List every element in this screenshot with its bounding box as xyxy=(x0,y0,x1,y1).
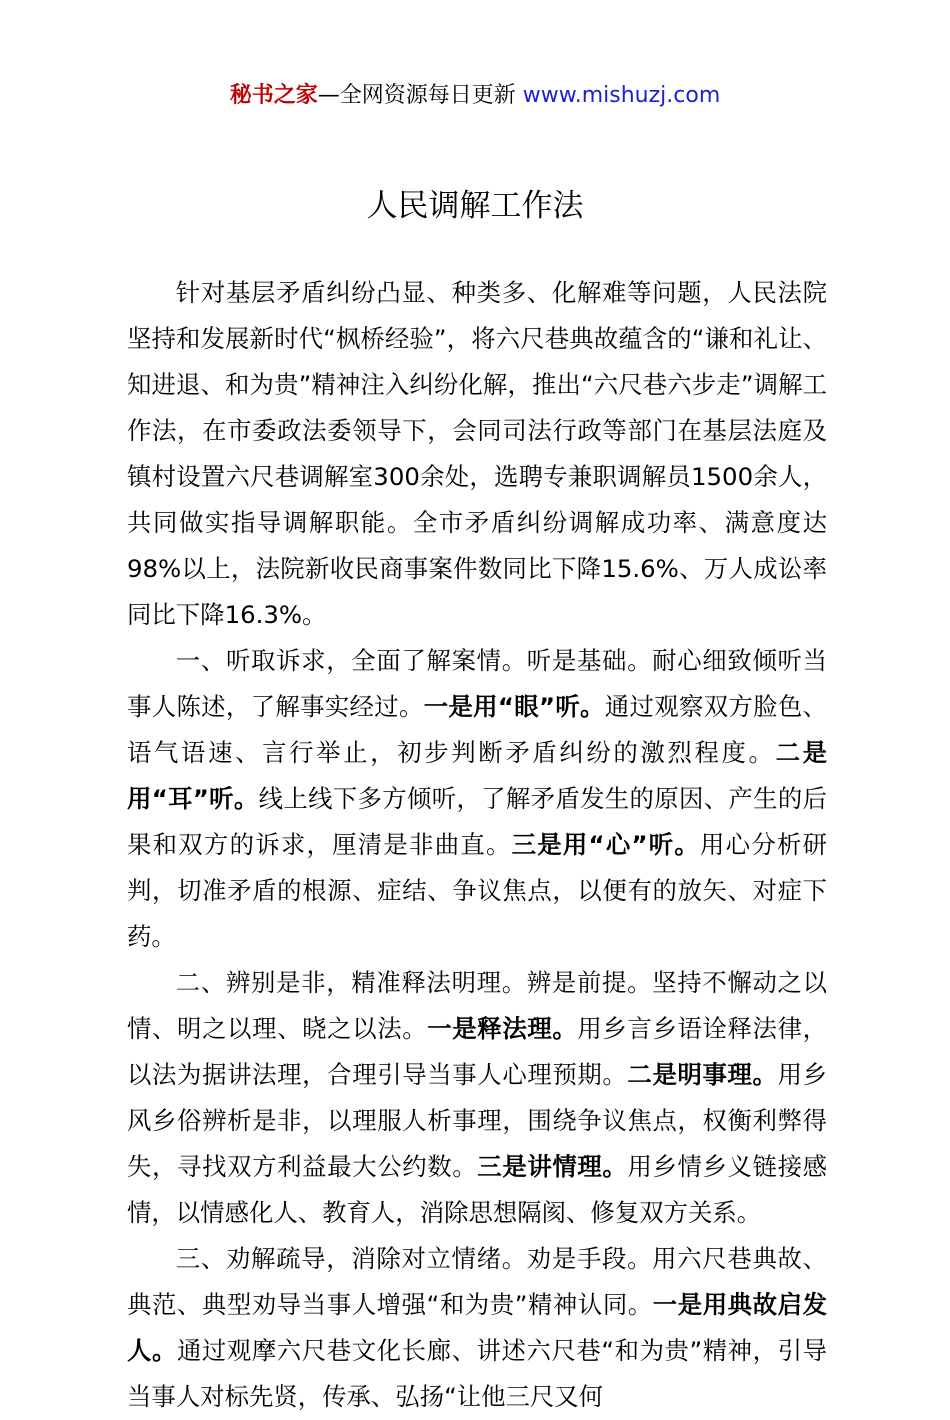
section-2-point-1-heading: 一是释法理。 xyxy=(427,1014,578,1043)
site-header xyxy=(0,80,950,112)
intro-paragraph: 针对基层矛盾纠纷凸显、种类多、化解难等问题，人民法院坚持和发展新时代“枫桥经验”，将六尺巷典故蕴含的“谦和礼让、知进退、和为贵”精神注入纠纷化解，推出“六尺巷六步走”调解工作法，在市委政法委领导下，会同司法行政等部门在基层法庭及镇村设置六尺巷调解室300余处，选聘专兼职调解员1500余人，共同做实指导调解职能。全市矛盾纠纷调解成功率、满意度达98%以上，法院新收民商事案件数同比下降15.6%、万人成讼率同比下降16.3%。 xyxy=(127,278,827,629)
section-1-point-3-text: 用心分析研判，切准矛盾的根源、症结、争议焦点，以便有的放矢、对症下药。 xyxy=(127,830,827,951)
section-paragraph-2 xyxy=(127,960,827,1236)
section-1-lead: 一、听取诉求，全面了解案情。听是基础。耐心细致倾听当事人陈述，了解事实经过。 xyxy=(127,646,827,721)
document-body xyxy=(127,270,827,1420)
section-2-point-3-text: 用乡情乡义链接感情，以情感化人、教育人，消除思想隔阂、修复双方关系。 xyxy=(127,1152,827,1227)
section-1-point-1-text: 通过观察双方脸色、语气语速、言行举止，初步判断矛盾纠纷的激烈程度。 xyxy=(127,692,827,767)
section-1-point-1-heading: 一是用“眼”听。 xyxy=(423,692,605,721)
section-2-point-2-heading: 二是明事理。 xyxy=(627,1060,778,1089)
section-2-point-1-text: 用乡言乡语诠释法律，以法为据讲法理，合理引导当事人心理预期。 xyxy=(127,1014,827,1089)
section-paragraph-1 xyxy=(127,638,827,960)
section-1-point-2-heading: 二是用“耳”听。 xyxy=(127,738,827,813)
section-3-point-1-heading: 一是用典故启发人。 xyxy=(127,1290,827,1365)
site-brand: 秘书之家 xyxy=(229,83,318,108)
section-2-point-2-text: 用乡风乡俗辨析是非，以理服人析事理，围绕争议焦点，权衡利弊得失，寻找双方利益最大公约数。 xyxy=(127,1060,827,1181)
document-title: 人民调解工作法 xyxy=(366,188,584,224)
section-3-lead: 三、劝解疏导，消除对立情绪。劝是手段。用六尺巷典故、典范、典型劝导当事人增强“和为贵”精神认同。 xyxy=(127,1244,827,1319)
site-url-link[interactable]: www.mishuzj.com xyxy=(522,83,721,108)
section-3-point-1-text: 通过观摩六尺巷文化长廊、讲述六尺巷“和为贵”精神，引导当事人对标先贤，传承、弘扬“让他三尺又何 xyxy=(127,1336,827,1411)
section-1-point-3-heading: 三是用“心”听。 xyxy=(511,830,701,859)
section-paragraph-3 xyxy=(127,1236,827,1420)
section-2-point-3-heading: 三是讲情理。 xyxy=(477,1152,628,1181)
section-2-lead: 二、辨别是非，精准释法明理。辨是前提。坚持不懈动之以情、明之以理、晓之以法。 xyxy=(127,968,827,1043)
site-tagline: —全网资源每日更新 xyxy=(317,83,516,108)
section-1-point-2-text: 线上线下多方倾听，了解矛盾发生的原因、产生的后果和双方的诉求，厘清是非曲直。 xyxy=(127,784,827,859)
